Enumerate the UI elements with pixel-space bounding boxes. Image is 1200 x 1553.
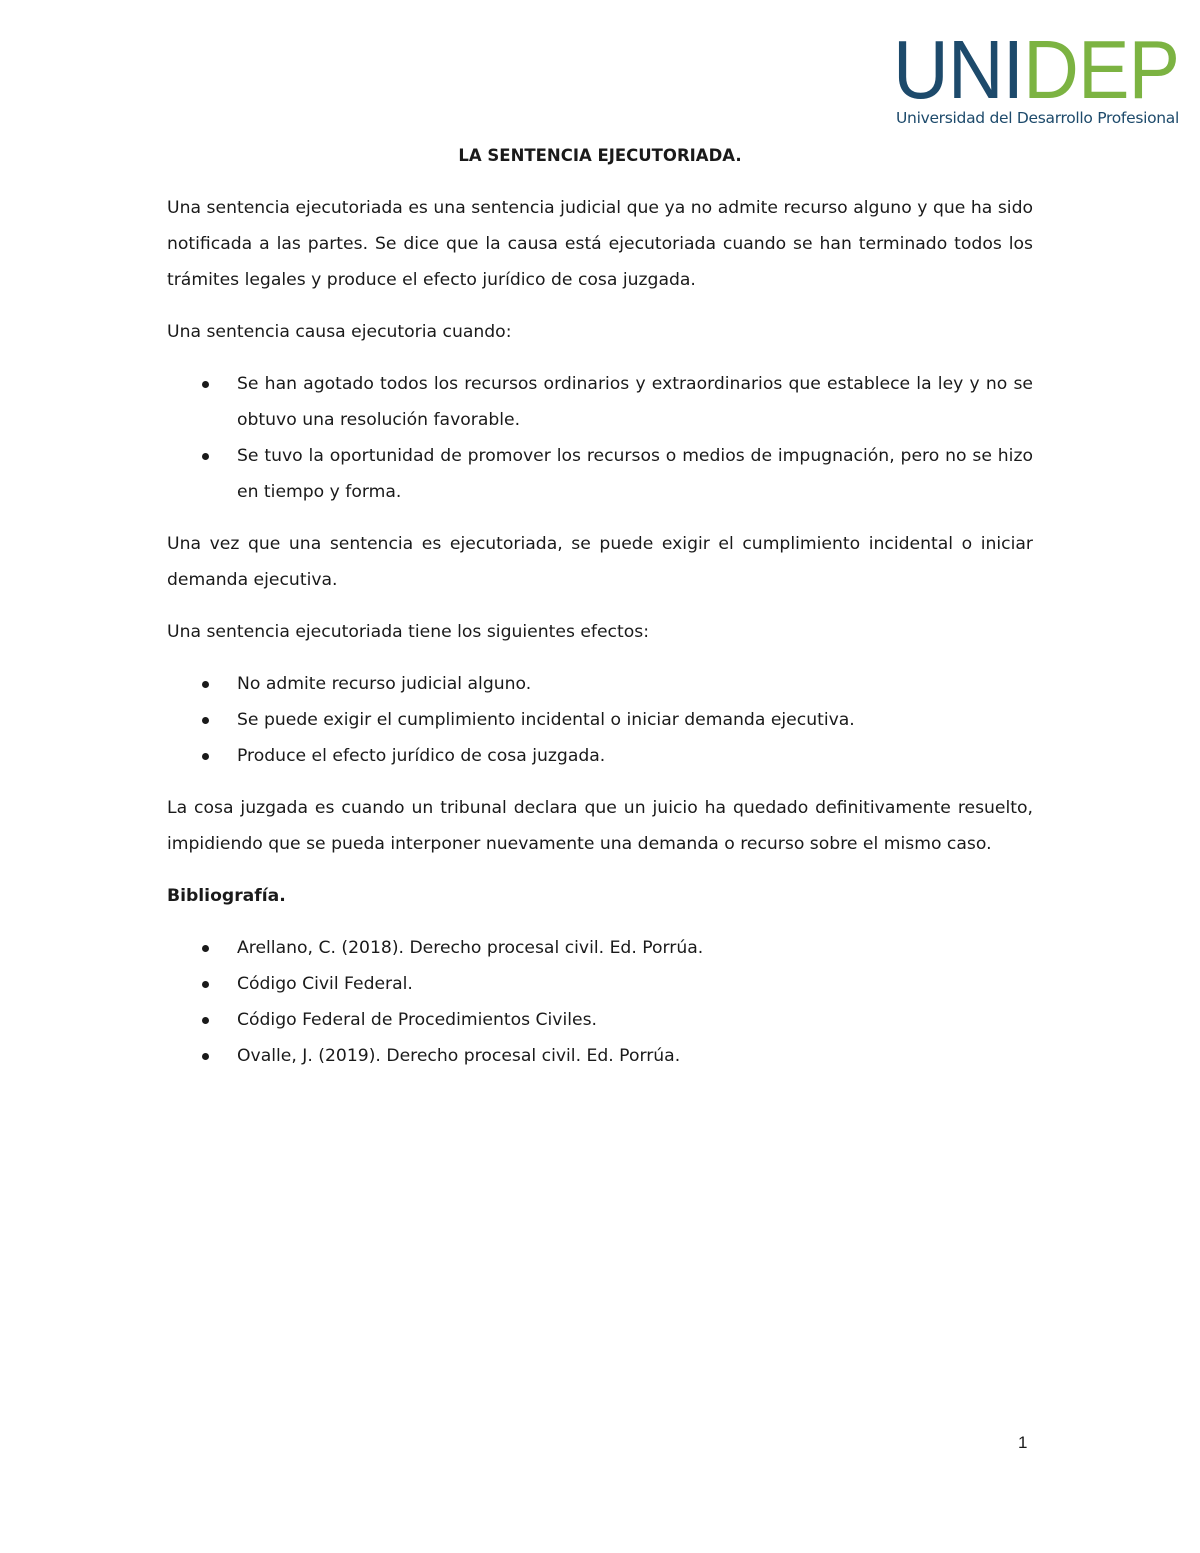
page-number: 1 [1018, 1433, 1028, 1452]
bibliography-entry [167, 930, 1033, 966]
unidep-logo [893, 23, 1180, 130]
logo-dep: DEP [1023, 23, 1180, 116]
list-item-text: Se puede exigir el cumplimiento incidental o iniciar demanda ejecutiva. [237, 710, 855, 730]
bibliography-list [167, 930, 1033, 1074]
bibliography-text: Arellano, C. (2018). Derecho procesal civil. Ed. Porrúa. [237, 938, 704, 958]
bullet-icon [202, 453, 209, 460]
list-efectos [167, 666, 1033, 774]
lead-causa-ejecutoria: Una sentencia causa ejecutoria cuando: [167, 322, 512, 342]
logo-uni: UNI [893, 23, 1024, 116]
bibliography-text: Código Federal de Procedimientos Civiles. [237, 1010, 598, 1030]
paragraph-ejecucion: Una vez que una sentencia es ejecutoriada, se puede exigir el cumplimiento incidental o iniciar demanda ejecutiva. [167, 534, 1033, 590]
list-causa-ejecutoria [167, 366, 1033, 510]
list-item [167, 738, 1033, 774]
bibliography-entry [167, 1002, 1033, 1038]
bibliography-text: Código Civil Federal. [237, 974, 413, 994]
bibliography-entry [167, 1038, 1033, 1074]
bullet-icon [202, 381, 209, 388]
bullet-icon [202, 717, 209, 724]
bibliography-heading: Bibliografía. [167, 886, 286, 906]
bullet-icon [202, 1017, 209, 1024]
paragraph-definition: Una sentencia ejecutoriada es una sentencia judicial que ya no admite recurso alguno y que ha sido notificada a las partes. Se dice que la causa está ejecutoriada cuando se han terminado todos los trámites legales y produce el efecto jurídico de cosa juzgada. [167, 198, 1033, 290]
list-item [167, 438, 1033, 510]
bullet-icon [202, 681, 209, 688]
list-item [167, 366, 1033, 438]
lead-efectos: Una sentencia ejecutoriada tiene los siguientes efectos: [167, 622, 650, 642]
list-item-text: Produce el efecto jurídico de cosa juzgada. [237, 746, 606, 766]
bullet-icon [202, 753, 209, 760]
paragraph-cosa-juzgada: La cosa juzgada es cuando un tribunal declara que un juicio ha quedado definitivamente resuelto, impidiendo que se pueda interponer nuevamente una demanda o recurso sobre el mismo caso. [167, 798, 1033, 854]
bibliography-text: Ovalle, J. (2019). Derecho procesal civil. Ed. Porrúa. [237, 1046, 681, 1066]
list-item [167, 666, 1033, 702]
list-item-text: Se han agotado todos los recursos ordinarios y extraordinarios que establece la ley y no se obtuvo una resolución favorable. [237, 374, 1033, 430]
document-title: LA SENTENCIA EJECUTORIADA. [458, 146, 742, 165]
logo-tagline: Universidad del Desarrollo Profesional [896, 109, 1180, 127]
bullet-icon [202, 945, 209, 952]
document-body [167, 132, 1033, 1074]
bullet-icon [202, 1053, 209, 1060]
list-item-text: No admite recurso judicial alguno. [237, 674, 532, 694]
list-item [167, 702, 1033, 738]
bibliography-entry [167, 966, 1033, 1002]
logo-wordmark [893, 23, 1180, 116]
bullet-icon [202, 981, 209, 988]
list-item-text: Se tuvo la oportunidad de promover los recursos o medios de impugnación, pero no se hizo en tiempo y forma. [237, 446, 1033, 502]
